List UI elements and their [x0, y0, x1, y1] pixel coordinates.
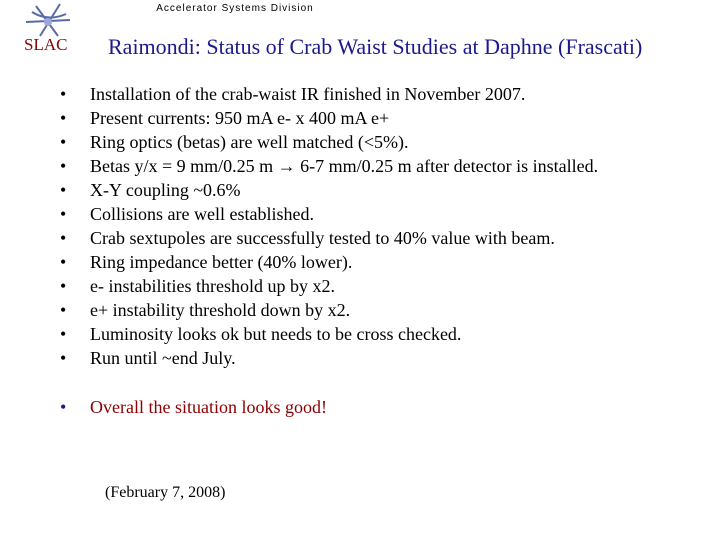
bullet-text: Run until ~end July. — [90, 348, 236, 368]
bullet-glyph: • — [60, 108, 67, 128]
page-title: Raimondi: Status of Crab Waist Studies at Daphne (Frascati) — [108, 34, 643, 59]
bullet-glyph: • — [60, 204, 67, 224]
bullet-item — [60, 274, 598, 298]
slac-logo — [18, 0, 82, 62]
bullet-glyph: • — [60, 300, 67, 320]
conclusion-text: Overall the situation looks good! — [90, 397, 327, 417]
bullet-glyph: • — [60, 397, 67, 417]
bullet-glyph: • — [60, 84, 67, 104]
bullet-item — [60, 346, 598, 370]
bullet-text: Luminosity looks ok but needs to be cross checked. — [90, 324, 462, 344]
division-header: Accelerator Systems Division — [156, 3, 314, 14]
bullet-glyph: • — [60, 156, 67, 176]
bullet-item — [60, 154, 598, 178]
bullet-list — [60, 82, 598, 370]
bullet-text: Crab sextupoles are successfully tested to 40% value with beam. — [90, 228, 555, 248]
bullet-text: X-Y coupling ~0.6% — [90, 180, 241, 200]
bullet-item — [60, 250, 598, 274]
bullet-text: Betas y/x = 9 mm/0.25 m → 6-7 mm/0.25 m after detector is installed. — [90, 156, 599, 176]
bullet-glyph: • — [60, 180, 67, 200]
bullet-item — [60, 322, 598, 346]
bullet-glyph: • — [60, 348, 67, 368]
bullet-glyph: • — [60, 324, 67, 344]
date-label: (February 7, 2008) — [105, 484, 226, 501]
bullet-item — [60, 202, 598, 226]
bullet-text: Installation of the crab-waist IR finished in November 2007. — [90, 84, 526, 104]
bullet-item — [60, 106, 598, 130]
bullet-glyph: • — [60, 228, 67, 248]
bullet-text: Ring optics (betas) are well matched (<5%). — [90, 132, 409, 152]
bullet-text: e+ instability threshold down by x2. — [90, 300, 351, 320]
logo-text: SLAC — [24, 35, 68, 54]
bullet-text: e- instabilities threshold up by x2. — [90, 276, 335, 296]
bullet-text: Collisions are well established. — [90, 204, 314, 224]
bullet-item — [60, 82, 598, 106]
bullet-glyph: • — [60, 252, 67, 272]
slac-logo-icon — [18, 0, 82, 62]
bullet-item — [60, 178, 598, 202]
bullet-glyph: • — [60, 276, 67, 296]
bullet-text: Present currents: 950 mA e- x 400 mA e+ — [90, 108, 390, 128]
bullet-item — [60, 130, 598, 154]
conclusion-item — [60, 395, 327, 419]
bullet-glyph: • — [60, 132, 67, 152]
bullet-item — [60, 226, 598, 250]
bullet-item — [60, 298, 598, 322]
bullet-text: Ring impedance better (40% lower). — [90, 252, 353, 272]
